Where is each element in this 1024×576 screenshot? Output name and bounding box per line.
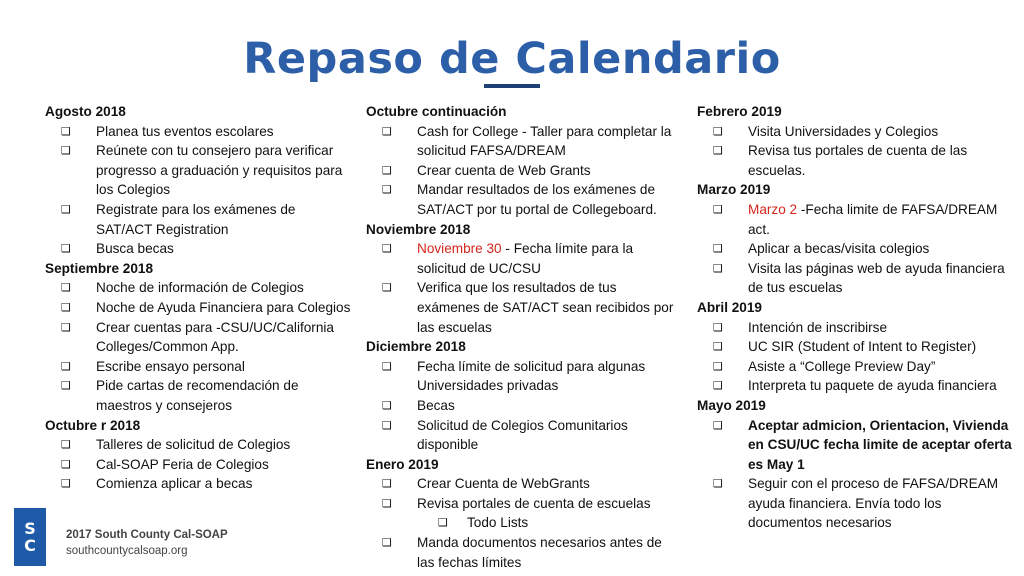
checkbox-icon: ❑ bbox=[382, 163, 392, 177]
list-item: ❑ Aceptar admicion, Orientacion, Vivienda en CSU/UC fecha limite de aceptar oferta es May 1 bbox=[713, 417, 1012, 472]
list-item: ❑ Crear Cuenta de WebGrants bbox=[366, 474, 676, 494]
list-item: ❑ Visita las páginas web de ayuda financiera de tus escuelas bbox=[713, 260, 1005, 296]
heading-octubre-continuacion: Octubre continuación bbox=[366, 104, 507, 119]
checkbox-icon: ❑ bbox=[382, 359, 392, 373]
checkbox-icon: ❑ bbox=[61, 320, 71, 334]
list-item: ❑ Cal-SOAP Feria de Colegios bbox=[45, 455, 355, 475]
list-item: ❑ Talleres de solicitud de Colegios bbox=[45, 435, 355, 455]
list-item: ❑ UC SIR (Student of Intent to Register) bbox=[697, 337, 1017, 357]
logo-letter: S bbox=[24, 519, 36, 538]
checkbox-icon: ❑ bbox=[713, 202, 723, 216]
list-item: ❑ Crear cuenta de Web Grants bbox=[366, 161, 676, 181]
checkbox-icon: ❑ bbox=[713, 144, 723, 158]
heading-diciembre: Diciembre 2018 bbox=[366, 339, 466, 355]
checkbox-icon: ❑ bbox=[382, 242, 392, 256]
checkbox-icon: ❑ bbox=[382, 183, 392, 197]
checkbox-icon: ❑ bbox=[713, 340, 723, 354]
checkbox-icon: ❑ bbox=[382, 418, 392, 432]
list-item: ❑ Interpreta tu paquete de ayuda financiera bbox=[697, 376, 1017, 396]
checkbox-icon: ❑ bbox=[713, 242, 723, 256]
list-item: ❑ Noche de Ayuda Financiera para Colegios bbox=[45, 298, 355, 318]
list-abril bbox=[697, 318, 1017, 396]
checkbox-icon: ❑ bbox=[61, 281, 71, 295]
heading-agosto: Agosto 2018 bbox=[45, 104, 126, 119]
list-item: ❑ Seguir con el proceso de FAFSA/DREAM ayuda financiera. Envía todo los documentos necesarios bbox=[713, 476, 999, 531]
column-2 bbox=[366, 102, 676, 572]
heading-febrero: Febrero 2019 bbox=[697, 104, 782, 119]
checkbox-icon: ❑ bbox=[438, 516, 448, 530]
list-item: ❑ Aplicar a becas/visita colegios bbox=[697, 239, 1017, 259]
list-octubre bbox=[45, 435, 355, 494]
list-octubre-continuacion bbox=[366, 122, 676, 220]
deadline-date: Noviembre 30 bbox=[417, 241, 502, 257]
heading-noviembre: Noviembre 2018 bbox=[366, 221, 471, 237]
checkbox-icon: ❑ bbox=[713, 477, 723, 491]
list-item: ❑ Registrate para los exámenes de SAT/ACT Registration bbox=[61, 201, 296, 237]
list-item: ❑ Revisa tus portales de cuenta de las escuelas. bbox=[713, 143, 968, 178]
heading-marzo: Marzo 2019 bbox=[697, 182, 771, 198]
checkbox-icon: ❑ bbox=[61, 242, 71, 256]
deadline-date: Marzo 2 bbox=[748, 201, 798, 217]
list-item: ❑ Crear cuentas para -CSU/UC/California Colleges/Common App. bbox=[61, 319, 334, 355]
list-item: ❑ Cash for College - Taller para completar la solicitud FAFSA/DREAM bbox=[382, 123, 672, 159]
checkbox-icon: ❑ bbox=[713, 379, 723, 393]
page-title: Repaso de Calendario bbox=[243, 34, 781, 84]
checkbox-icon: ❑ bbox=[713, 359, 723, 373]
checkbox-icon: ❑ bbox=[382, 477, 392, 491]
list-item: ❑ Noche de información de Colegios bbox=[45, 278, 355, 298]
checkbox-icon: ❑ bbox=[61, 477, 71, 491]
list-item: ❑ Reúnete con tu consejero para verificar progresso a graduación y requisitos para los Colegios bbox=[61, 143, 343, 198]
checkbox-icon: ❑ bbox=[61, 202, 71, 216]
list-item: ❑ Busca becas bbox=[45, 239, 355, 259]
footer-org: 2017 South County Cal-SOAP bbox=[66, 529, 228, 541]
list-item: ❑ Revisa portales de cuenta de escuelas bbox=[366, 494, 676, 514]
checkbox-icon: ❑ bbox=[61, 457, 71, 471]
checkbox-icon: ❑ bbox=[61, 359, 71, 373]
heading-enero: Enero 2019 bbox=[366, 456, 439, 472]
list-item: ❑ Planea tus eventos escolares bbox=[45, 122, 355, 142]
checkbox-icon: ❑ bbox=[382, 496, 392, 510]
list-noviembre bbox=[366, 239, 676, 337]
footer bbox=[66, 527, 228, 559]
checkbox-icon: ❑ bbox=[713, 320, 723, 334]
list-item: ❑ Marzo 2 -Fecha limite de FAFSA/DREAM act. bbox=[713, 201, 998, 237]
list-item: ❑ Noviembre 30 - Fecha límite para la solicitud de UC/CSU bbox=[382, 241, 634, 276]
heading-mayo: Mayo 2019 bbox=[697, 397, 766, 413]
column-3 bbox=[697, 102, 1017, 533]
list-item: ❑ Asiste a “College Preview Day” bbox=[697, 357, 1017, 377]
checkbox-icon: ❑ bbox=[382, 536, 392, 550]
list-marzo bbox=[697, 200, 1017, 298]
checkbox-icon: ❑ bbox=[713, 124, 723, 138]
heading-septiembre: Septiembre 2018 bbox=[45, 260, 154, 276]
list-febrero bbox=[697, 122, 1017, 181]
list-item: ❑ Pide cartas de recomendación de maestros y consejeros bbox=[61, 378, 299, 413]
list-item: ❑ Verifica que los resultados de tus exámenes de SAT/ACT sean recibidos por las escuelas bbox=[382, 280, 674, 335]
checkbox-icon: ❑ bbox=[713, 261, 723, 275]
list-item: ❑ Visita Universidades y Colegios bbox=[697, 122, 1017, 142]
list-mayo bbox=[697, 416, 1017, 534]
list-agosto bbox=[45, 122, 355, 259]
list-item: ❑ Fecha límite de solicitud para algunas Universidades privadas bbox=[382, 358, 646, 394]
list-item: ❑ Manda documentos necesarios antes de las fechas límites bbox=[382, 535, 662, 570]
list-item: ❑ Solicitud de Colegios Comunitarios disponible bbox=[382, 417, 628, 453]
checkbox-icon: ❑ bbox=[61, 438, 71, 452]
checkbox-icon: ❑ bbox=[713, 418, 723, 432]
checkbox-icon: ❑ bbox=[61, 124, 71, 138]
column-1 bbox=[45, 102, 355, 494]
list-diciembre bbox=[366, 357, 676, 455]
checkbox-icon: ❑ bbox=[382, 398, 392, 412]
footer-url: southcountycalsoap.org bbox=[66, 545, 188, 557]
checkbox-icon: ❑ bbox=[382, 124, 392, 138]
heading-octubre: Octubre r 2018 bbox=[45, 417, 141, 433]
list-item: ❑ Becas bbox=[366, 396, 676, 416]
checkbox-icon: ❑ bbox=[61, 144, 71, 158]
list-sub-item: ❑ Todo Lists bbox=[366, 513, 676, 533]
list-enero bbox=[366, 474, 676, 572]
cal-soap-logo bbox=[14, 508, 46, 566]
list-item: ❑ Mandar resultados de los exámenes de SAT/ACT por tu portal de Collegeboard. bbox=[382, 182, 657, 217]
checkbox-icon: ❑ bbox=[61, 300, 71, 314]
list-item: ❑ Comienza aplicar a becas bbox=[45, 474, 355, 494]
list-item: ❑ Intención de inscribirse bbox=[697, 318, 1017, 338]
logo-letter: C bbox=[24, 536, 36, 555]
heading-abril: Abril 2019 bbox=[697, 299, 762, 315]
checkbox-icon: ❑ bbox=[61, 379, 71, 393]
list-septiembre bbox=[45, 278, 355, 415]
title-underline bbox=[484, 84, 540, 88]
checkbox-icon: ❑ bbox=[382, 281, 392, 295]
list-item: ❑ Escribe ensayo personal bbox=[45, 357, 355, 377]
